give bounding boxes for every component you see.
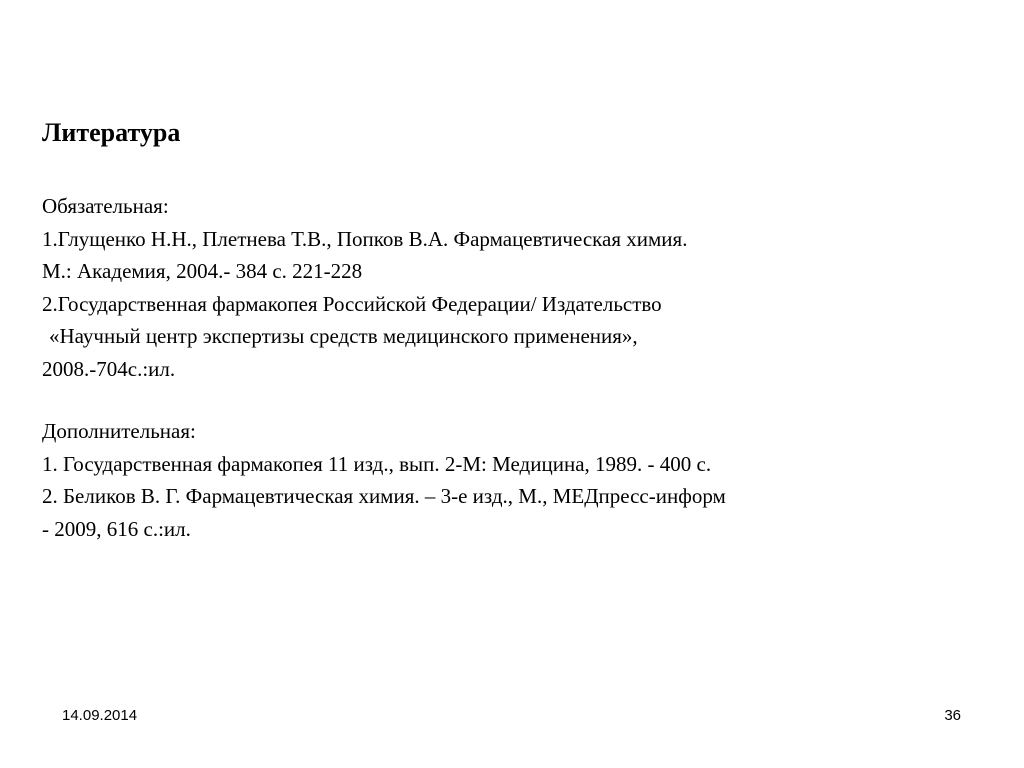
footer-date: 14.09.2014 bbox=[62, 707, 138, 724]
required-line-3: 2.Государственная фармакопея Российской Федерации/ Издательство bbox=[42, 291, 662, 316]
slide-number: 36 bbox=[944, 707, 961, 724]
slide-title: Литература bbox=[42, 118, 181, 147]
required-line-4: «Научный центр экспертизы средств медицинского применения», bbox=[49, 324, 638, 348]
additional-line-3: - 2009, 616 с.:ил. bbox=[42, 516, 191, 541]
additional-heading: Дополнительная: bbox=[42, 419, 196, 443]
required-line-2: М.: Академия, 2004.- 384 с. 221-228 bbox=[42, 259, 363, 283]
additional-line-2: 2. Беликов В. Г. Фармацевтическая химия. – 3-е изд., М., МЕДпресс-информ bbox=[42, 484, 726, 508]
references-body bbox=[42, 190, 1002, 545]
required-line-5: 2008.-704с.:ил. bbox=[42, 356, 176, 381]
required-heading: Обязательная: bbox=[42, 194, 169, 218]
required-line-1: 1.Глущенко Н.Н., Плетнева Т.В., Попков В.А. Фармацевтическая химия. bbox=[42, 226, 688, 251]
additional-line-1: 1. Государственная фармакопея 11 изд., вып. 2-М: Медицина, 1989. - 400 с. bbox=[42, 451, 712, 476]
section-spacer bbox=[42, 385, 1002, 415]
